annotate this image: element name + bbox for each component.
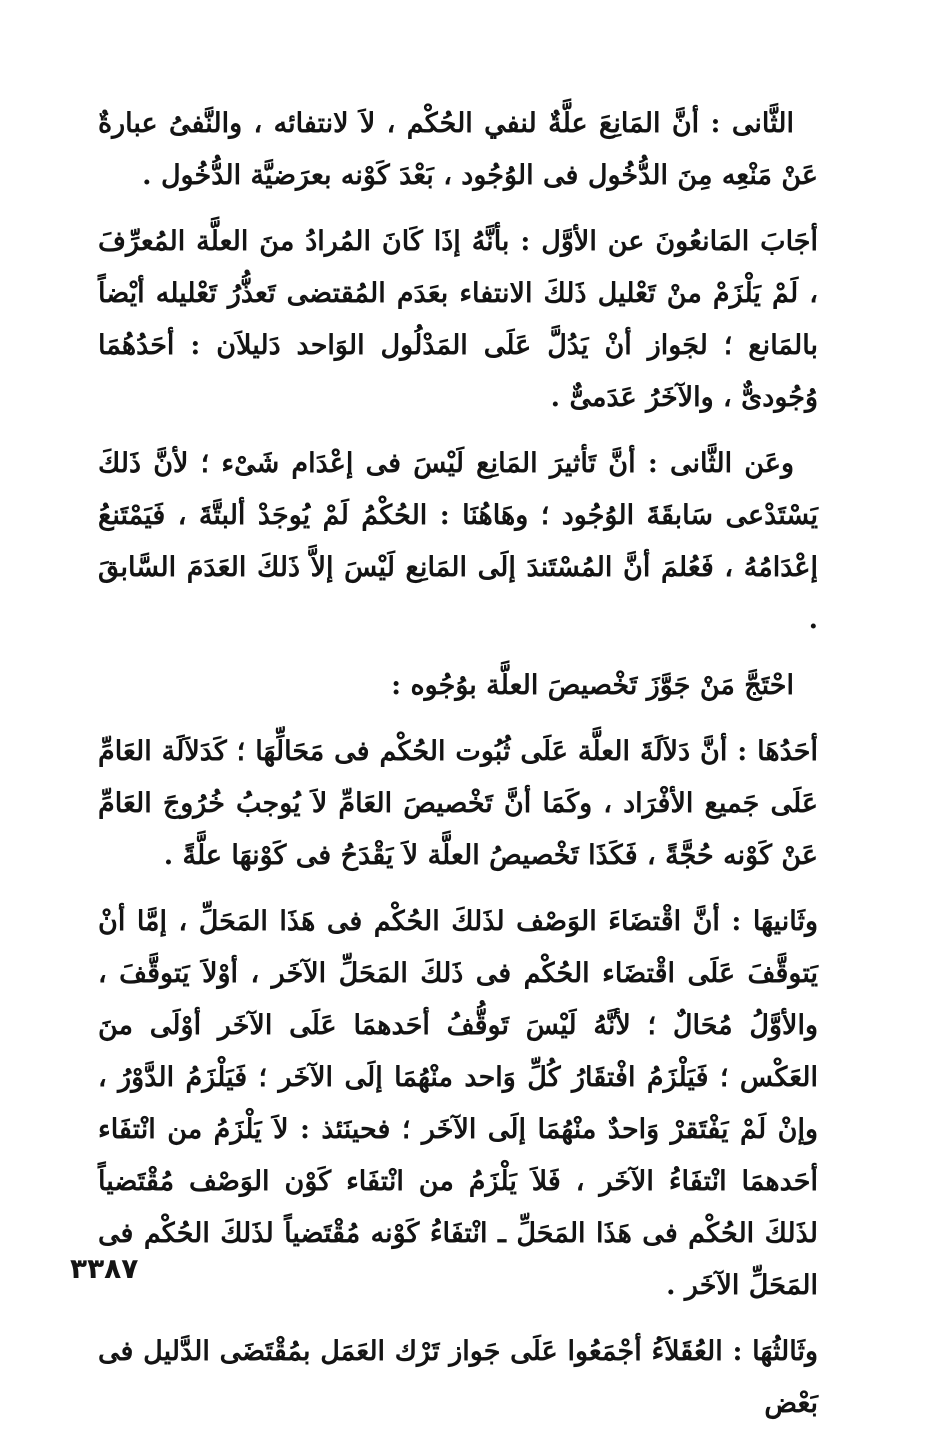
page-text <box>98 98 818 1444</box>
paragraph-answer-second: وعَن الثَّانى : أنَّ تَأثيرَ المَانِع لَيْسَ فى إعْدَام شَىْء ؛ لأنَّ ذَلكَ يَسْتَدْعى سَابقَةَ الوُجُود ؛ وهَاهُنَا : الحُكْمُ لَمْ يُوجَدْ ألبتَّةَ ، فَيَمْتَنعُ إعْدَامُهُ ، فَعُلمَ أنَّ المُسْتَندَ إلَى المَانِع لَيْسَ إلاَّ ذَلكَ العَدَمَ السَّابقَ . <box>98 448 818 635</box>
paragraph-answer-first: أجَابَ المَانعُونَ عن الأوَّل : بأنَّهُ إذَا كَانَ المُرادُ منَ العلَّة المُعرِّفَ ، لَمْ يَلْزَمْ منْ تَعْليل ذَلكَ الانتفاء بعَدَم المُقتضى تَعذُّرُ تَعْليله أيْضاً بالمَانع ؛ لجَواز أنْ يَدُلَّ عَلَى المَدْلُول الوَاحد دَليلاَن : أحَدُهُمَا وُجُودىٌّ ، والآخَرُ عَدَمىٌّ . <box>98 226 818 413</box>
paragraph-third-argument: وثَالثُهَا : العُقَلاَءُ أجْمَعُوا عَلَى جَواز تَرْك العَمَل بمُقْتَضَى الدَّليل فى بَعْض <box>98 1336 818 1419</box>
page-number: ٣٣٨٧ <box>70 1252 139 1285</box>
paragraph-heading-arguments: احْتَجَّ مَنْ جَوَّزَ تَخْصيصَ العلَّة بوُجُوه : <box>391 670 794 701</box>
paragraph-second-argument: وثَانيهَا : أنَّ اقْتضَاءَ الوَصْف لذَلكَ الحُكْم فى هَذَا المَحَلِّ ، إمَّا أنْ يَتوقَّفَ عَلَى اقْتضَاء الحُكْم فى ذَلكَ المَحَلِّ الآخَر ، أوْلاَ يَتوقَّفَ ، والأوَّلُ مُحَالٌ ؛ لأنَّهُ لَيْسَ تَوقُّفُ أحَدهمَا عَلَى الآخَر أوْلَى منَ العَكْس ؛ فَيَلْزَمُ افْتقَارُ كُلِّ وَاحد منْهُمَا إلَى الآخَر ؛ فَيَلْزَمُ الدَّوْرُ ، وإنْ لَمْ يَفْتَقرْ وَاحدٌ منْهُمَا إلَى الآخَر ؛ فحينَئذ : لاَ يَلْزَمُ من انْتفَاء أحَدهمَا انْتفَاءُ الآخَر ، فَلاَ يَلْزَمُ من انْتفَاء كَوْن الوَصْف مُقْتَضياً لذَلكَ الحُكْم فى هَذَا المَحَلِّ ـ انْتفَاءُ كَوْنه مُقْتَضياً لذَلكَ الحُكْم فى المَحَلِّ الآخَر . <box>98 906 818 1301</box>
paragraph-first-argument: أحَدُهَا : أنَّ دَلاَلَةَ العلَّة عَلَى ثُبُوت الحُكْم فى مَحَالِّهَا ؛ كَدَلاَلَة العَامِّ عَلَى جَميع الأفْرَاد ، وكَمَا أنَّ تَخْصيصَ العَامِّ لاَ يُوجبُ خُرُوجَ العَامِّ عَنْ كَوْنه حُجَّةً ، فَكَذَا تَخْصيصُ العلَّة لاَ يَقْدَحُ فى كَوْنهَا علَّةً . <box>98 736 818 871</box>
paragraph-second-objection: الثَّانى : أنَّ المَانِعَ علَّةٌ لنفي الحُكْم ، لاَ لانتفائه ، والنَّفىُ عبارةٌ عَنْ مَنْعِه مِنَ الدُّخُول فى الوُجُود ، بَعْدَ كَوْنه بعرَضيَّة الدُّخُول . <box>98 108 818 191</box>
